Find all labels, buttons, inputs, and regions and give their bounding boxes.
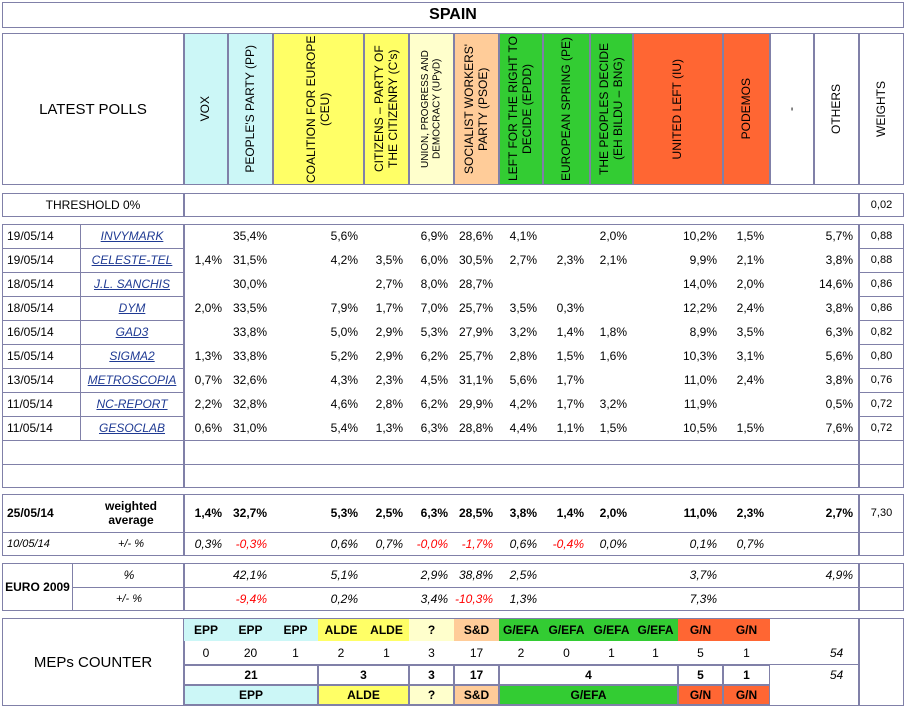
- weighted-value: 2,0%: [599, 506, 627, 520]
- poll-value: 6,2%: [420, 397, 448, 411]
- pollster-link[interactable]: GESOCLAB: [98, 421, 166, 435]
- poll-value: 3,1%: [736, 349, 764, 363]
- poll-date: 19/05/14: [7, 253, 54, 267]
- poll-value: 12,2%: [682, 301, 717, 315]
- weighted-value: 1,4%: [194, 506, 222, 520]
- party-header-label: CITIZENS – PARTY OF THE CITIZENRY (C's): [371, 45, 400, 173]
- poll-value: 2,7%: [509, 253, 537, 267]
- poll-value: 3,5%: [375, 253, 403, 267]
- poll-value: 4,3%: [330, 373, 358, 387]
- euro-pct: 5,1%: [330, 568, 358, 582]
- poll-value: [770, 296, 814, 320]
- poll-value: [184, 224, 228, 248]
- weighted-change: [770, 532, 814, 556]
- mep-bloc-total: 1: [723, 665, 770, 685]
- euro-change: [723, 587, 770, 611]
- poll-value: 1,5%: [556, 349, 584, 363]
- poll-value: 1,8%: [599, 325, 627, 339]
- poll-value: 2,0%: [194, 301, 222, 315]
- poll-weight: 0,86: [870, 278, 893, 290]
- weighted-change: -0,4%: [552, 537, 584, 551]
- euro-pct: [184, 563, 228, 587]
- euro-change: -9,4%: [235, 592, 267, 606]
- mep-bloc-label: ALDE: [318, 685, 409, 705]
- poll-value: 1,1%: [556, 421, 584, 435]
- poll-value: 6,0%: [420, 253, 448, 267]
- poll-value: 4,5%: [420, 373, 448, 387]
- mep-seat-count: 1: [743, 646, 750, 660]
- threshold-empty: [184, 193, 859, 217]
- pollster-link[interactable]: GAD3: [115, 325, 149, 339]
- poll-value: 3,8%: [825, 253, 853, 267]
- mep-seat-count: 0: [563, 646, 570, 660]
- poll-value: 3,2%: [599, 397, 627, 411]
- euro-change: [364, 587, 409, 611]
- poll-weight: 0,80: [870, 350, 893, 362]
- mep-seat-count: 17: [469, 646, 484, 660]
- poll-date: 18/05/14: [7, 301, 54, 315]
- change-label: +/- %: [118, 538, 144, 550]
- pollster-link[interactable]: METROSCOPIA: [87, 373, 177, 387]
- poll-value: 2,4%: [736, 373, 764, 387]
- party-header-2: [273, 33, 364, 185]
- mep-seat-total: 54: [829, 646, 844, 660]
- poll-date: 18/05/14: [7, 277, 54, 291]
- mep-seat-count: 1: [383, 646, 390, 660]
- poll-value: 3,5%: [736, 325, 764, 339]
- poll-value: 1,4%: [194, 253, 222, 267]
- mep-seat-count: 3: [428, 646, 435, 660]
- poll-value: 25,7%: [458, 301, 493, 315]
- weighted-date: 25/05/14: [7, 506, 54, 520]
- weighted-weight: 7,30: [870, 507, 893, 519]
- pollster-link[interactable]: DYM: [118, 301, 146, 315]
- weights-header: [859, 33, 904, 185]
- poll-value: [273, 272, 364, 296]
- poll-value: 33,8%: [232, 325, 267, 339]
- poll-value: 2,3%: [375, 373, 403, 387]
- poll-weight: 0,88: [870, 254, 893, 266]
- weighted-change: 0,3%: [194, 537, 222, 551]
- pollster-link[interactable]: J.L. SANCHIS: [93, 277, 171, 291]
- euro-pct-label: %: [123, 568, 135, 582]
- poll-value: 5,3%: [420, 325, 448, 339]
- mep-group-label: EPP: [184, 619, 228, 641]
- pollster-link[interactable]: CELESTE-TEL: [91, 253, 173, 267]
- poll-value: 31,1%: [458, 373, 493, 387]
- poll-value: 0,7%: [194, 373, 222, 387]
- poll-value: 1,4%: [556, 325, 584, 339]
- poll-value: 3,5%: [509, 301, 537, 315]
- poll-value: 5,6%: [825, 349, 853, 363]
- weighted-value: 2,3%: [736, 506, 764, 520]
- poll-date: 16/05/14: [7, 325, 54, 339]
- poll-value: 1,7%: [375, 301, 403, 315]
- poll-value: 5,6%: [330, 229, 358, 243]
- euro-change-label: +/- %: [116, 593, 142, 605]
- poll-value: 31,5%: [232, 253, 267, 267]
- party-header-label: EUROPEAN SPRING (PE): [558, 36, 573, 182]
- pollster-link[interactable]: NC-REPORT: [96, 397, 168, 411]
- poll-value: 4,6%: [330, 397, 358, 411]
- poll-value: [590, 296, 633, 320]
- poll-value: 1,5%: [599, 421, 627, 435]
- mep-bloc-total: 4: [499, 665, 678, 685]
- weighted-value: 6,3%: [420, 506, 448, 520]
- mep-seat-count: 2: [517, 646, 525, 660]
- mep-group-label: EPP: [228, 619, 273, 641]
- poll-value: 2,3%: [556, 253, 584, 267]
- poll-value: 11,9%: [683, 397, 717, 411]
- mep-bloc-label: S&D: [454, 685, 499, 705]
- poll-value: [770, 272, 814, 296]
- row-divider: [2, 464, 904, 465]
- euro-pct: 42,1%: [232, 568, 267, 582]
- weighted-label-line: weighted: [104, 499, 157, 513]
- poll-value: 6,9%: [420, 229, 448, 243]
- weighted-value: 3,8%: [509, 506, 537, 520]
- poll-value: 5,2%: [330, 349, 358, 363]
- euro-change: 0,2%: [330, 592, 358, 606]
- poll-value: 1,7%: [556, 397, 584, 411]
- pollster-link[interactable]: SIGMA2: [109, 349, 155, 363]
- mep-seat-count: 5: [697, 646, 704, 660]
- poll-value: 0,3%: [556, 301, 584, 315]
- euro-pct: 2,9%: [420, 568, 448, 582]
- poll-value: 35,4%: [232, 229, 267, 243]
- party-header-label: -: [784, 107, 799, 111]
- mep-group-label: G/N: [723, 619, 770, 641]
- party-header-label: OTHERS: [828, 83, 843, 134]
- mep-bloc-total: 5: [678, 665, 723, 685]
- poll-value: [770, 368, 814, 392]
- mep-seat-count: 0: [202, 646, 210, 660]
- poll-value: 30,5%: [458, 253, 493, 267]
- poll-value: [770, 320, 814, 344]
- poll-value: 28,7%: [458, 277, 493, 291]
- poll-value: 5,6%: [509, 373, 537, 387]
- poll-value: 10,5%: [682, 421, 717, 435]
- mep-bloc-label: G/N: [723, 685, 770, 705]
- euro-pct: [364, 563, 409, 587]
- poll-weight: 0,86: [870, 302, 893, 314]
- poll-value: 27,9%: [458, 325, 493, 339]
- party-header-label: UNION, PROGRESS AND DEMOCRACY (UPyD): [420, 50, 443, 168]
- poll-value: 1,3%: [375, 421, 403, 435]
- weights-header-label: WEIGHTS: [873, 81, 888, 137]
- euro-pct: [590, 563, 633, 587]
- party-header-12: [814, 33, 859, 185]
- mep-seat-count: 1: [608, 646, 615, 660]
- poll-value: 1,5%: [736, 229, 764, 243]
- weighted-value: 11,0%: [683, 506, 717, 520]
- poll-date: 19/05/14: [7, 229, 54, 243]
- weighted-change: 0,0%: [599, 537, 627, 551]
- poll-value: [770, 416, 814, 440]
- weighted-change: [814, 532, 859, 556]
- weighted-label: [78, 494, 184, 532]
- party-header-7: [543, 33, 590, 185]
- poll-value: 33,5%: [232, 301, 267, 315]
- euro-change: [590, 587, 633, 611]
- poll-value: 1,3%: [194, 349, 222, 363]
- euro-change: -10,3%: [454, 592, 493, 606]
- party-header-label: THE PEOPLES DECIDE (EH BILDU – BNG): [596, 42, 625, 176]
- weighted-change: 0,7%: [736, 537, 764, 551]
- weighted-change: -0,3%: [235, 537, 267, 551]
- poll-value: 31,0%: [232, 421, 267, 435]
- poll-value: 8,9%: [689, 325, 717, 339]
- poll-value: 2,0%: [736, 277, 764, 291]
- poll-value: [184, 320, 228, 344]
- weighted-value: 1,4%: [556, 506, 584, 520]
- poll-value: 4,4%: [509, 421, 537, 435]
- poll-value: 2,0%: [599, 229, 627, 243]
- poll-value: [770, 248, 814, 272]
- mep-bloc-total: 3: [409, 665, 454, 685]
- euro-change: [543, 587, 590, 611]
- poll-value: 2,1%: [736, 253, 764, 267]
- mep-seat-count: 20: [243, 646, 258, 660]
- weighted-change: 0,7%: [375, 537, 403, 551]
- euro-change: 1,3%: [509, 592, 537, 606]
- poll-value: [590, 368, 633, 392]
- poll-value: 0,5%: [825, 397, 853, 411]
- poll-value: 6,3%: [825, 325, 853, 339]
- party-header-3: [364, 33, 409, 185]
- poll-value: [770, 344, 814, 368]
- party-header-11: [770, 33, 814, 185]
- poll-value: 10,3%: [682, 349, 717, 363]
- party-header-9: [633, 33, 723, 185]
- poll-value: 7,6%: [825, 421, 853, 435]
- meps-weight-frame: [859, 618, 904, 706]
- mep-seat-count: 1: [652, 646, 659, 660]
- mep-bloc-label: G/EFA: [499, 685, 678, 705]
- mep-group-label: G/EFA: [633, 619, 678, 641]
- row-divider: [2, 440, 904, 441]
- mep-group-label: EPP: [273, 619, 318, 641]
- poll-weight: 0,72: [870, 398, 893, 410]
- poll-value: 5,0%: [330, 325, 358, 339]
- mep-seat-count: 2: [337, 646, 345, 660]
- poll-value: 3,2%: [509, 325, 537, 339]
- latest-polls-header: LATEST POLLS: [2, 33, 184, 185]
- party-header-label: PODEMOS: [738, 78, 753, 140]
- euro-change: [770, 587, 814, 611]
- mep-group-label: ?: [409, 619, 454, 641]
- party-header-label: PEOPLE'S PARTY (PP): [242, 45, 257, 173]
- threshold-weight: 0,02: [859, 193, 904, 217]
- weighted-change: 0,6%: [330, 537, 358, 551]
- weighted-value: 2,5%: [375, 506, 403, 520]
- poll-value: [184, 272, 228, 296]
- poll-value: 28,6%: [458, 229, 493, 243]
- mep-bloc-sum: 54: [829, 668, 844, 682]
- weighted-value: [770, 494, 814, 532]
- euro-pct: 38,8%: [458, 568, 493, 582]
- poll-value: 1,6%: [599, 349, 627, 363]
- poll-value: 32,8%: [232, 397, 267, 411]
- poll-weight: 0,88: [870, 230, 893, 242]
- euro-pct: [770, 563, 814, 587]
- poll-value: 5,7%: [825, 229, 853, 243]
- poll-value: 1,7%: [556, 373, 584, 387]
- euro2009-label: EURO 2009: [5, 580, 70, 594]
- poll-value: 2,8%: [509, 349, 537, 363]
- poll-value: [499, 272, 543, 296]
- party-header-1: [228, 33, 273, 185]
- poll-value: 14,0%: [682, 277, 717, 291]
- poll-value: [543, 272, 590, 296]
- party-header-4: [409, 33, 454, 185]
- poll-value: 4,2%: [330, 253, 358, 267]
- weighted-change: 0,1%: [689, 537, 717, 551]
- party-header-label: UNITED LEFT (IU): [670, 58, 685, 160]
- mep-group-label: G/N: [678, 619, 723, 641]
- poll-value: 6,3%: [420, 421, 448, 435]
- poll-value: [770, 392, 814, 416]
- poll-value: 4,2%: [509, 397, 537, 411]
- prev-date: 10/05/14: [7, 538, 50, 550]
- poll-weight: 0,76: [870, 374, 893, 386]
- poll-value: 9,9%: [689, 253, 717, 267]
- poll-date: 15/05/14: [7, 349, 54, 363]
- meps-counter-label: MEPs COUNTER: [2, 618, 184, 706]
- poll-value: 4,1%: [509, 229, 537, 243]
- poll-weight: 0,72: [870, 422, 893, 434]
- mep-bloc-label: EPP: [184, 685, 318, 705]
- poll-value: 6,2%: [420, 349, 448, 363]
- poll-value: [543, 224, 590, 248]
- poll-value: 2,9%: [375, 325, 403, 339]
- poll-date: 11/05/14: [7, 421, 53, 435]
- poll-weight: 0,82: [870, 326, 893, 338]
- euro-change: 3,4%: [420, 592, 448, 606]
- euro-change: [184, 587, 228, 611]
- weighted-change: 0,6%: [509, 537, 537, 551]
- euro-change: 7,3%: [689, 592, 717, 606]
- mep-bloc-total: 17: [454, 665, 499, 685]
- weighted-value: 28,5%: [458, 506, 493, 520]
- pollster-link[interactable]: INVYMARK: [100, 229, 164, 243]
- euro-change: [814, 587, 859, 611]
- poll-date: 13/05/14: [7, 373, 54, 387]
- poll-value: 2,7%: [375, 277, 403, 291]
- mep-group-label: G/EFA: [543, 619, 590, 641]
- mep-bloc-total: 21: [184, 665, 318, 685]
- poll-value: 2,2%: [194, 397, 222, 411]
- poll-value: 33,8%: [232, 349, 267, 363]
- party-header-label: VOX: [198, 96, 213, 122]
- poll-value: 1,5%: [736, 421, 764, 435]
- poll-value: 25,7%: [458, 349, 493, 363]
- poll-value: 2,1%: [599, 253, 627, 267]
- mep-group-label: ALDE: [364, 619, 409, 641]
- party-header-8: [590, 33, 633, 185]
- mep-group-label: G/EFA: [590, 619, 633, 641]
- euro-pct: [723, 563, 770, 587]
- party-header-6: [499, 33, 543, 185]
- poll-value: 14,6%: [818, 277, 853, 291]
- mep-bloc-label: G/N: [678, 685, 723, 705]
- euro-pct: 2,5%: [509, 568, 537, 582]
- threshold-label: THRESHOLD 0%: [2, 193, 184, 217]
- poll-value: [364, 224, 409, 248]
- euro-pct: 4,9%: [825, 568, 853, 582]
- poll-value: 0,6%: [194, 421, 222, 435]
- poll-value: 28,8%: [458, 421, 493, 435]
- poll-value: 2,9%: [375, 349, 403, 363]
- party-header-5: [454, 33, 499, 185]
- weighted-change: -1,7%: [461, 537, 493, 551]
- mep-bloc-label: ?: [409, 685, 454, 705]
- poll-date: 11/05/14: [7, 397, 53, 411]
- poll-value: 32,6%: [232, 373, 267, 387]
- weighted-value: 32,7%: [232, 506, 267, 520]
- weighted-value: 2,7%: [825, 506, 853, 520]
- poll-value: 29,9%: [458, 397, 493, 411]
- euro-pct: 3,7%: [689, 568, 717, 582]
- weighted-value: 5,3%: [330, 506, 358, 520]
- mep-group-label: G/EFA: [499, 619, 543, 641]
- mep-seat-count: 1: [292, 646, 299, 660]
- poll-value: 7,0%: [420, 301, 448, 315]
- poll-value: 2,8%: [375, 397, 403, 411]
- poll-value: 30,0%: [232, 277, 267, 291]
- poll-value: 10,2%: [682, 229, 717, 243]
- poll-value: 8,0%: [420, 277, 448, 291]
- party-header-label: LEFT FOR THE RIGHT TO DECIDE (EPDD): [506, 36, 534, 182]
- party-header-0: [184, 33, 228, 185]
- party-header-10: [723, 33, 770, 185]
- poll-value: [590, 272, 633, 296]
- poll-value: 7,9%: [330, 301, 358, 315]
- poll-value: 2,4%: [736, 301, 764, 315]
- poll-value: [770, 224, 814, 248]
- party-header-label: SOCIALIST WORKERS' PARTY (PSOE): [461, 43, 490, 175]
- mep-group-label: S&D: [454, 619, 499, 641]
- poll-value: 3,8%: [825, 373, 853, 387]
- poll-value: 11,0%: [683, 373, 717, 387]
- col-divider: [72, 563, 73, 611]
- poll-value: 5,4%: [330, 421, 358, 435]
- party-header-label: COALITION FOR EUROPE (CEU): [303, 35, 332, 183]
- weighted-change: -0,0%: [416, 537, 448, 551]
- weighted-label-line: average: [108, 513, 154, 527]
- mep-group-label: ALDE: [318, 619, 364, 641]
- euro-pct: [543, 563, 590, 587]
- page-title: SPAIN: [2, 2, 904, 28]
- mep-bloc-total: 3: [318, 665, 409, 685]
- poll-value: [723, 392, 770, 416]
- poll-value: 3,8%: [825, 301, 853, 315]
